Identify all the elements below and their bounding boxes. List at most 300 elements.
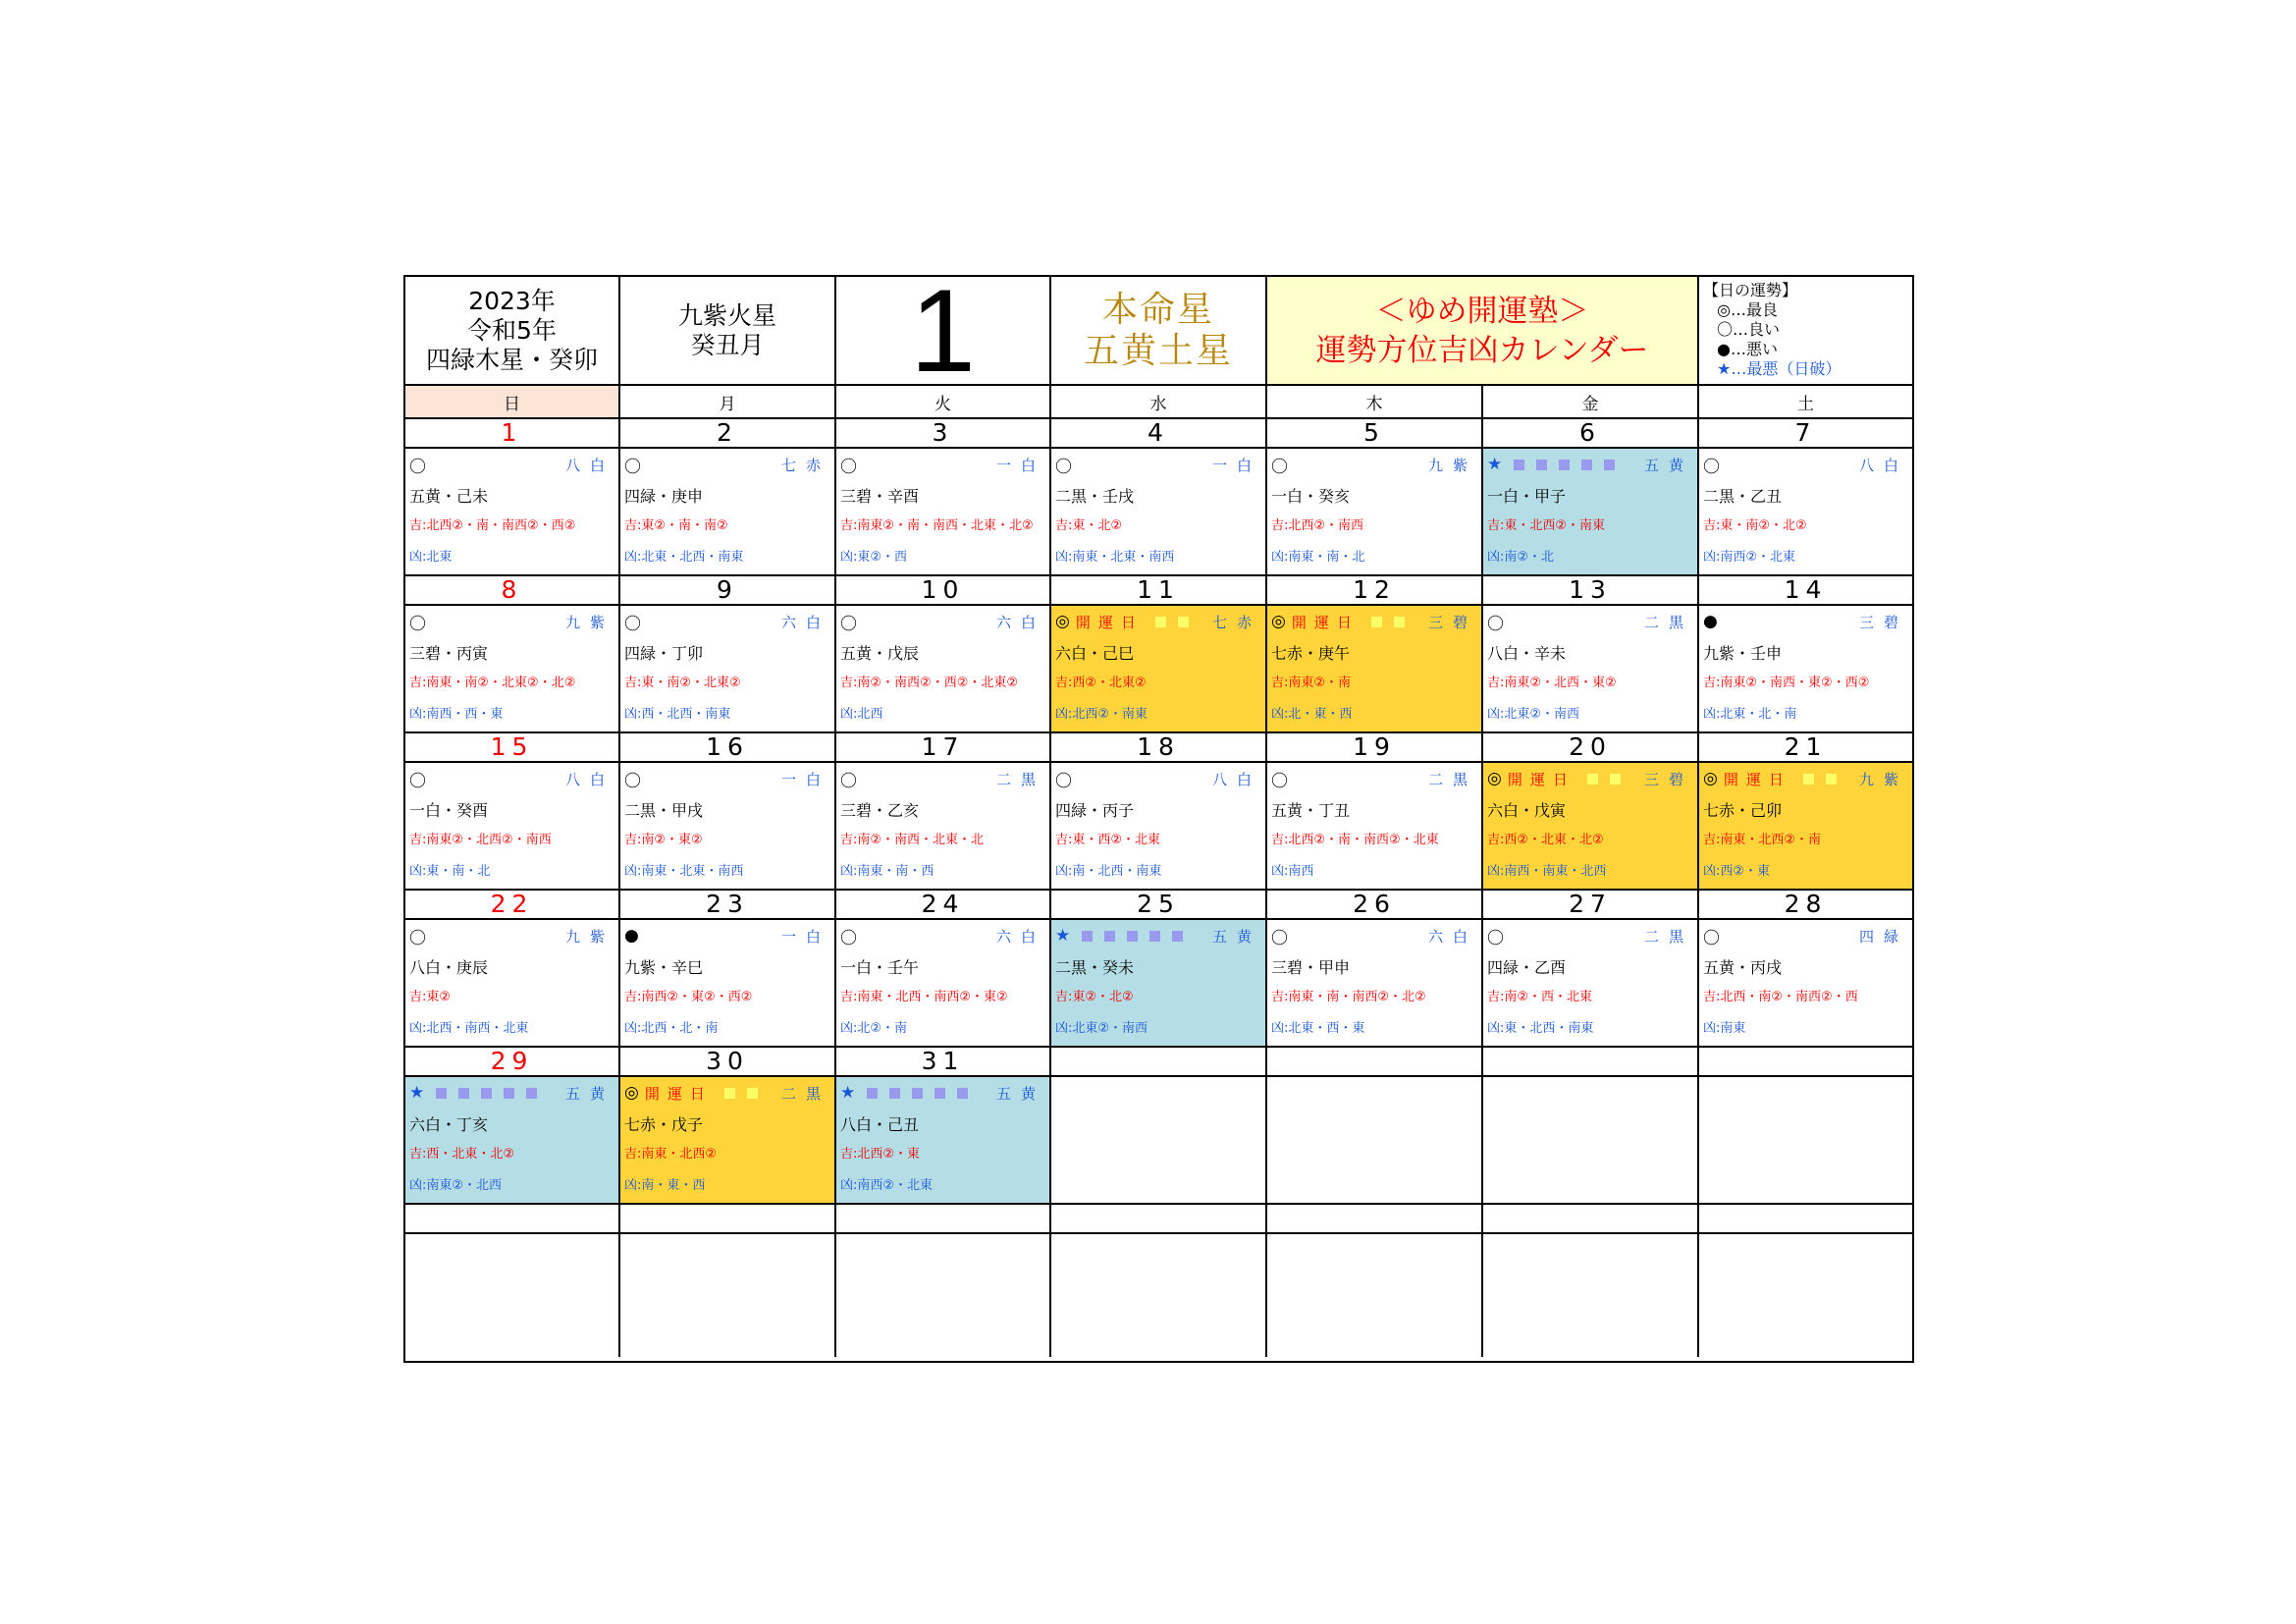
good-directions: 吉:南東②・北西・東② <box>1487 676 1617 690</box>
day-fortune-line <box>624 453 830 476</box>
bad-directions: 凶:北東・西・東 <box>1271 1021 1365 1036</box>
date-number: 6 <box>1483 419 1699 447</box>
good-directions: 吉:東・北西②・南東 <box>1487 518 1606 533</box>
fortune-mark: 〇 <box>409 771 426 791</box>
fortune-group <box>1271 767 1288 791</box>
bad-directions: 凶:南東②・北西 <box>409 1178 503 1193</box>
empty-row <box>405 1205 1912 1234</box>
honmei-star: 五黄土星 <box>1083 330 1233 371</box>
good-directions: 吉:東・北② <box>1055 518 1123 533</box>
bad-directions: 凶:西・北西・南東 <box>624 707 731 722</box>
day-star-stem: 三碧・乙亥 <box>840 801 920 820</box>
square-marker <box>1610 774 1621 785</box>
day-star-stem: 五黄・戊辰 <box>840 644 920 663</box>
fortune-group <box>1703 612 1718 631</box>
fortune-group <box>840 610 857 634</box>
date-number: 31 <box>836 1048 1051 1075</box>
good-directions: 吉:南東②・北西②・南西 <box>409 833 552 847</box>
empty-cell <box>1699 1234 1912 1357</box>
day-nine-star: 二黒 <box>995 770 1045 788</box>
bad-directions: 凶:南東 <box>1703 1021 1746 1036</box>
fortune-group <box>624 453 641 477</box>
bad-directions: 凶:北西・北・南 <box>624 1021 719 1036</box>
day-cell[interactable] <box>836 1077 1051 1203</box>
day-fortune-line <box>409 610 614 633</box>
kaiun-label: 開運日 <box>1723 770 1791 788</box>
day-cell[interactable] <box>1051 763 1267 889</box>
date-number: 28 <box>1784 890 1828 918</box>
legend-box <box>1699 277 1912 384</box>
day-cell[interactable] <box>405 449 620 574</box>
day-star-stem: 六白・戊寅 <box>1487 801 1567 820</box>
day-nine-star: 八白 <box>1211 770 1261 788</box>
day-cell[interactable] <box>1267 920 1483 1046</box>
square-marker <box>1127 931 1138 942</box>
empty-cell <box>836 1205 1051 1232</box>
day-nine-star: 九紫 <box>564 613 614 631</box>
date-number: 9 <box>620 576 836 604</box>
day-star-stem: 八白・庚辰 <box>409 958 489 977</box>
good-directions: 吉:南東・北西・南西②・東② <box>840 990 1008 1004</box>
day-star-stem: 四緑・丁卯 <box>624 644 704 663</box>
day-star-stem: 七赤・戊子 <box>624 1115 704 1134</box>
good-directions: 吉:西・北東・北② <box>409 1147 515 1162</box>
legend-item-good: 〇…良い <box>1717 320 1781 339</box>
day-fortune-line <box>1487 924 1693 947</box>
day-fortune-line <box>409 453 614 476</box>
day-cell[interactable] <box>405 920 620 1046</box>
square-marker <box>458 1088 469 1099</box>
fortune-group <box>624 610 641 634</box>
week-row <box>405 449 1912 576</box>
bad-directions: 凶:北西②・南東 <box>1055 707 1148 722</box>
day-nine-star: 九紫 <box>1858 770 1908 788</box>
bad-directions: 凶:南西 <box>1271 864 1314 879</box>
empty-cell <box>1051 1234 1267 1357</box>
day-cell[interactable] <box>1267 449 1483 574</box>
date-number: 10 <box>836 576 1051 604</box>
weekday-3: 水 <box>1051 386 1267 417</box>
fortune-mark: 〇 <box>1055 457 1072 477</box>
day-fortune-line <box>1055 924 1261 947</box>
day-nine-star: 六白 <box>780 613 830 631</box>
fortune-group <box>624 767 641 791</box>
day-star-stem: 三碧・甲申 <box>1271 958 1351 977</box>
weekday-4: 木 <box>1267 386 1483 417</box>
fortune-group <box>409 610 426 634</box>
day-cell[interactable] <box>1267 1077 1483 1203</box>
week-row <box>405 1077 1912 1205</box>
year-line: 2023年 <box>468 286 556 315</box>
fortune-mark: ◎ <box>1271 612 1286 631</box>
fortune-mark: 〇 <box>1271 928 1288 948</box>
date-number: 12 <box>1267 576 1483 604</box>
day-star-stem: 八白・辛未 <box>1487 644 1567 663</box>
square-marker <box>747 1088 758 1099</box>
legend-item-bad: ●…悪い <box>1717 340 1778 358</box>
day-cell[interactable] <box>1699 920 1912 1046</box>
day-cell[interactable] <box>1483 763 1699 889</box>
day-cell[interactable] <box>1699 1077 1912 1203</box>
fortune-mark: 〇 <box>409 928 426 948</box>
day-fortune-line <box>1703 610 1908 633</box>
fortune-group <box>1487 455 1615 474</box>
day-star-stem: 六白・丁亥 <box>409 1115 489 1134</box>
day-star-stem: 一白・壬午 <box>840 958 920 977</box>
fortune-mark: 〇 <box>840 457 857 477</box>
empty-cell <box>620 1205 836 1232</box>
good-directions: 吉:南東②・南・南西・北東・北② <box>840 518 1034 533</box>
day-cell[interactable] <box>1483 1077 1699 1203</box>
empty-cell <box>836 1234 1051 1357</box>
day-star-stem: 五黄・丁丑 <box>1271 801 1351 820</box>
good-directions: 吉:北西②・南西 <box>1271 518 1364 533</box>
fortune-mark: ★ <box>1055 926 1071 946</box>
fortune-group <box>1055 453 1072 477</box>
empty-cell <box>620 1234 836 1357</box>
fortune-mark: 〇 <box>1487 614 1504 634</box>
fortune-group <box>409 453 426 477</box>
bad-directions: 凶:北西・南西・北東 <box>409 1021 529 1036</box>
date-number: 27 <box>1483 891 1699 918</box>
day-nine-star: 八白 <box>1858 456 1908 474</box>
fortune-mark: ◎ <box>1055 612 1070 631</box>
day-nine-star: 四緑 <box>1858 927 1908 946</box>
bad-directions: 凶:東・北西・南東 <box>1487 1021 1594 1036</box>
date-number: 14 <box>1784 575 1828 604</box>
weekday-0: 日 <box>405 386 620 417</box>
fortune-group <box>409 1083 537 1103</box>
year-info-box <box>405 277 620 384</box>
day-star-stem: 二黒・乙丑 <box>1703 487 1783 506</box>
day-star-stem: 五黄・丙戌 <box>1703 958 1783 977</box>
fortune-group <box>840 924 857 948</box>
bad-directions: 凶:西②・東 <box>1703 864 1771 879</box>
bad-directions: 凶:東・南・北 <box>409 864 491 879</box>
bad-directions: 凶:南・北西・南東 <box>1055 864 1162 879</box>
day-nine-star: 六白 <box>995 927 1045 946</box>
day-cell[interactable] <box>1483 606 1699 731</box>
day-cell[interactable] <box>1699 449 1912 574</box>
weekday-5: 金 <box>1483 386 1699 417</box>
day-cell[interactable] <box>1051 920 1267 1046</box>
day-fortune-line <box>1055 453 1261 476</box>
day-cell[interactable] <box>1483 449 1699 574</box>
empty-row <box>405 1234 1912 1357</box>
legend-item-worst: ★…最悪（日破） <box>1717 359 1842 378</box>
fortune-group <box>409 924 426 948</box>
good-directions: 吉:北西②・東 <box>840 1147 921 1162</box>
date-number: 25 <box>1051 891 1267 918</box>
square-marker <box>934 1088 945 1099</box>
day-star-stem: 二黒・癸未 <box>1055 958 1135 977</box>
empty-cell <box>405 1234 620 1357</box>
day-fortune-line <box>1271 610 1477 633</box>
bad-directions: 凶:南東・南・北 <box>1271 550 1365 565</box>
weekday-header-row <box>405 384 1912 419</box>
fortune-group <box>1487 924 1504 948</box>
square-marker <box>1803 774 1814 785</box>
date-number: 17 <box>836 733 1051 761</box>
fortune-mark: 〇 <box>1703 928 1720 948</box>
day-cell[interactable] <box>836 606 1051 731</box>
year-star-line: 四緑木星・癸卯 <box>425 345 598 374</box>
day-cell[interactable] <box>1699 763 1912 889</box>
month-branch-line: 癸丑月 <box>690 330 765 359</box>
fortune-group <box>1487 769 1621 789</box>
day-cell[interactable] <box>1051 1077 1267 1203</box>
day-cell[interactable] <box>836 920 1051 1046</box>
fortune-group <box>840 1083 968 1103</box>
date-row <box>405 419 1912 449</box>
square-marker <box>1604 460 1615 470</box>
day-fortune-line <box>624 1081 830 1105</box>
fortune-mark: ● <box>1703 612 1718 631</box>
day-cell[interactable] <box>405 763 620 889</box>
date-number: 22 <box>405 891 620 918</box>
date-number: 26 <box>1267 891 1483 918</box>
day-star-stem: 二黒・甲戌 <box>624 801 704 820</box>
date-row <box>405 733 1912 763</box>
date-number <box>1267 1048 1483 1075</box>
good-directions: 吉:南②・西・北東 <box>1487 990 1593 1004</box>
day-nine-star: 五黄 <box>1643 456 1693 474</box>
week-row <box>405 606 1912 733</box>
day-cell[interactable] <box>405 606 620 731</box>
day-nine-star: 二黒 <box>780 1084 830 1103</box>
honmei-label: 本命星 <box>1101 289 1214 330</box>
day-nine-star: 一白 <box>995 456 1045 474</box>
date-number: 5 <box>1267 419 1483 447</box>
good-directions: 吉:南②・南西・北東・北 <box>840 833 985 847</box>
day-fortune-line <box>1487 610 1693 633</box>
fortune-mark: 〇 <box>409 457 426 477</box>
day-star-stem: 二黒・壬戌 <box>1055 487 1135 506</box>
empty-cell <box>1267 1234 1483 1357</box>
day-nine-star: 三碧 <box>1858 613 1908 631</box>
fortune-mark: 〇 <box>1487 928 1504 948</box>
day-star-stem: 四緑・丙子 <box>1055 801 1135 820</box>
empty-cell <box>1267 1205 1483 1232</box>
date-number: 30 <box>620 1048 836 1075</box>
day-fortune-line <box>840 924 1045 947</box>
date-number: 16 <box>620 733 836 761</box>
day-star-stem: 四緑・庚申 <box>624 487 704 506</box>
square-marker <box>957 1088 968 1099</box>
day-fortune-line <box>840 767 1045 790</box>
title-line-1: ＜ゆめ開運塾＞ <box>1375 293 1589 329</box>
fortune-mark: ● <box>624 926 639 946</box>
fortune-group <box>1271 453 1288 477</box>
day-star-stem: 一白・癸亥 <box>1271 487 1351 506</box>
bad-directions: 凶:北東・北・南 <box>1703 707 1797 722</box>
good-directions: 吉:西②・北東② <box>1055 676 1147 690</box>
day-cell[interactable] <box>836 763 1051 889</box>
day-cell[interactable] <box>1267 763 1483 889</box>
good-directions: 吉:北西②・南・南西②・西② <box>409 518 576 533</box>
day-cell[interactable] <box>1699 606 1912 731</box>
date-number: 20 <box>1483 733 1699 761</box>
fortune-mark: 〇 <box>1703 457 1720 477</box>
day-cell[interactable] <box>620 763 836 889</box>
fortune-mark: ◎ <box>624 1083 639 1103</box>
legend-item-best: ◎…最良 <box>1717 300 1778 319</box>
fortune-group <box>1703 924 1720 948</box>
date-number: 29 <box>405 1048 620 1075</box>
square-marker <box>526 1088 537 1099</box>
fortune-mark: ★ <box>409 1083 425 1103</box>
fortune-group <box>1703 769 1837 789</box>
fortune-mark: 〇 <box>840 771 857 791</box>
fortune-group <box>1703 453 1720 477</box>
fortune-group <box>1055 612 1189 632</box>
square-marker <box>481 1088 492 1099</box>
day-nine-star: 二黒 <box>1427 770 1477 788</box>
date-row <box>405 1048 1912 1077</box>
honmei-box <box>1051 277 1267 384</box>
square-marker <box>1178 617 1189 627</box>
day-nine-star: 三碧 <box>1427 613 1477 631</box>
date-number: 13 <box>1483 576 1699 604</box>
bad-directions: 凶:東②・西 <box>840 550 908 565</box>
fortune-group <box>840 453 857 477</box>
day-nine-star: 五黄 <box>1211 927 1261 946</box>
good-directions: 吉:東②・南・南② <box>624 518 728 533</box>
day-fortune-line <box>1703 767 1908 790</box>
good-directions: 吉:南②・南西②・西②・北東② <box>840 676 1018 690</box>
fortune-mark: 〇 <box>624 457 641 477</box>
square-marker <box>436 1088 447 1099</box>
square-marker <box>1155 617 1166 627</box>
empty-cell <box>1699 1205 1912 1232</box>
day-cell[interactable] <box>1483 920 1699 1046</box>
date-number: 2 <box>620 419 836 447</box>
day-star-stem: 一白・癸酉 <box>409 801 489 820</box>
empty-cell <box>1051 1205 1267 1232</box>
day-cell[interactable] <box>620 920 836 1046</box>
day-cell[interactable] <box>405 1077 620 1203</box>
bad-directions: 凶:北・東・西 <box>1271 707 1353 722</box>
good-directions: 吉:西②・北東・北② <box>1487 833 1604 847</box>
day-star-stem: 七赤・庚午 <box>1271 644 1351 663</box>
day-fortune-line <box>1703 924 1908 947</box>
date-number <box>1051 1048 1267 1075</box>
day-fortune-line <box>1487 453 1693 476</box>
square-marker <box>867 1088 878 1099</box>
square-marker <box>1587 774 1598 785</box>
fortune-mark: ★ <box>1487 455 1503 474</box>
good-directions: 吉:南東・北西②・南 <box>1703 833 1822 847</box>
square-marker <box>1104 931 1115 942</box>
day-fortune-line <box>1703 453 1908 476</box>
square-marker <box>1826 774 1837 785</box>
good-directions: 吉:北西・南②・南西②・西 <box>1703 990 1858 1004</box>
legend-title: 【日の運勢】 <box>1703 281 1798 299</box>
kaiun-label: 開運日 <box>644 1084 713 1103</box>
bad-directions: 凶:南西②・北東 <box>1703 550 1796 565</box>
fortune-mark: 〇 <box>1271 457 1288 477</box>
day-cell[interactable] <box>620 1077 836 1203</box>
day-fortune-line <box>624 767 830 790</box>
fortune-group <box>1271 924 1288 948</box>
empty-cell <box>1483 1234 1699 1357</box>
date-number <box>1699 1048 1912 1075</box>
date-number <box>1483 1048 1699 1075</box>
day-nine-star: 五黄 <box>995 1084 1045 1103</box>
day-fortune-line <box>1271 767 1477 790</box>
day-fortune-line <box>409 1081 614 1105</box>
day-nine-star: 九紫 <box>1427 456 1477 474</box>
day-fortune-line <box>840 1081 1045 1105</box>
good-directions: 吉:南東・南・南西②・北② <box>1271 990 1426 1004</box>
day-star-stem: 九紫・辛巳 <box>624 958 704 977</box>
empty-cell <box>405 1205 620 1232</box>
date-number: 1 <box>405 419 620 447</box>
day-cell[interactable] <box>1051 606 1267 731</box>
bad-directions: 凶:北西 <box>840 707 883 722</box>
day-fortune-line <box>409 767 614 790</box>
title-box <box>1267 277 1699 384</box>
bad-directions: 凶:北東 <box>409 550 453 565</box>
month-star-box <box>620 277 836 384</box>
bad-directions: 凶:南東・南・西 <box>840 864 934 879</box>
bad-directions: 凶:南西・西・東 <box>409 707 504 722</box>
day-cell[interactable] <box>620 606 836 731</box>
day-cell[interactable] <box>1051 449 1267 574</box>
date-number: 18 <box>1051 733 1267 761</box>
day-star-stem: 九紫・壬申 <box>1703 644 1783 663</box>
fortune-group <box>409 767 426 791</box>
good-directions: 吉:南東②・南 <box>1271 676 1352 690</box>
day-cell[interactable] <box>620 449 836 574</box>
good-directions: 吉:東・西②・北東 <box>1055 833 1161 847</box>
day-star-stem: 五黄・己未 <box>409 487 489 506</box>
square-marker <box>1394 617 1405 627</box>
day-fortune-line <box>840 453 1045 476</box>
fortune-mark: 〇 <box>624 614 641 634</box>
good-directions: 吉:東②・北② <box>1055 990 1134 1004</box>
date-number: 24 <box>836 891 1051 918</box>
bad-directions: 凶:南西・南東・北西 <box>1487 864 1607 879</box>
fortune-mark: 〇 <box>624 771 641 791</box>
fortune-mark: ★ <box>840 1083 856 1103</box>
good-directions: 吉:南東・南②・北東②・北② <box>409 676 576 690</box>
day-star-stem: 八白・己丑 <box>840 1115 920 1134</box>
title-line-2: 運勢方位吉凶カレンダー <box>1315 332 1649 368</box>
day-star-stem: 四緑・乙酉 <box>1487 958 1567 977</box>
day-nine-star: 一白 <box>780 770 830 788</box>
day-fortune-line <box>624 924 830 947</box>
fortune-group <box>1055 767 1072 791</box>
date-number: 23 <box>620 891 836 918</box>
day-fortune-line <box>1055 767 1261 790</box>
square-marker <box>1559 460 1570 470</box>
day-fortune-line <box>1055 610 1261 633</box>
fortune-group <box>1271 612 1405 632</box>
day-star-stem: 三碧・辛酉 <box>840 487 920 506</box>
date-number: 19 <box>1267 733 1483 761</box>
square-marker <box>1082 931 1093 942</box>
day-cell[interactable] <box>836 449 1051 574</box>
day-cell[interactable] <box>1267 606 1483 731</box>
day-star-stem: 一白・甲子 <box>1487 487 1567 506</box>
bad-directions: 凶:南・東・西 <box>624 1178 706 1193</box>
day-nine-star: 七赤 <box>780 456 830 474</box>
day-fortune-line <box>1271 924 1477 947</box>
good-directions: 吉:東② <box>409 990 452 1004</box>
day-nine-star: 二黒 <box>1643 613 1693 631</box>
day-fortune-line <box>624 610 830 633</box>
